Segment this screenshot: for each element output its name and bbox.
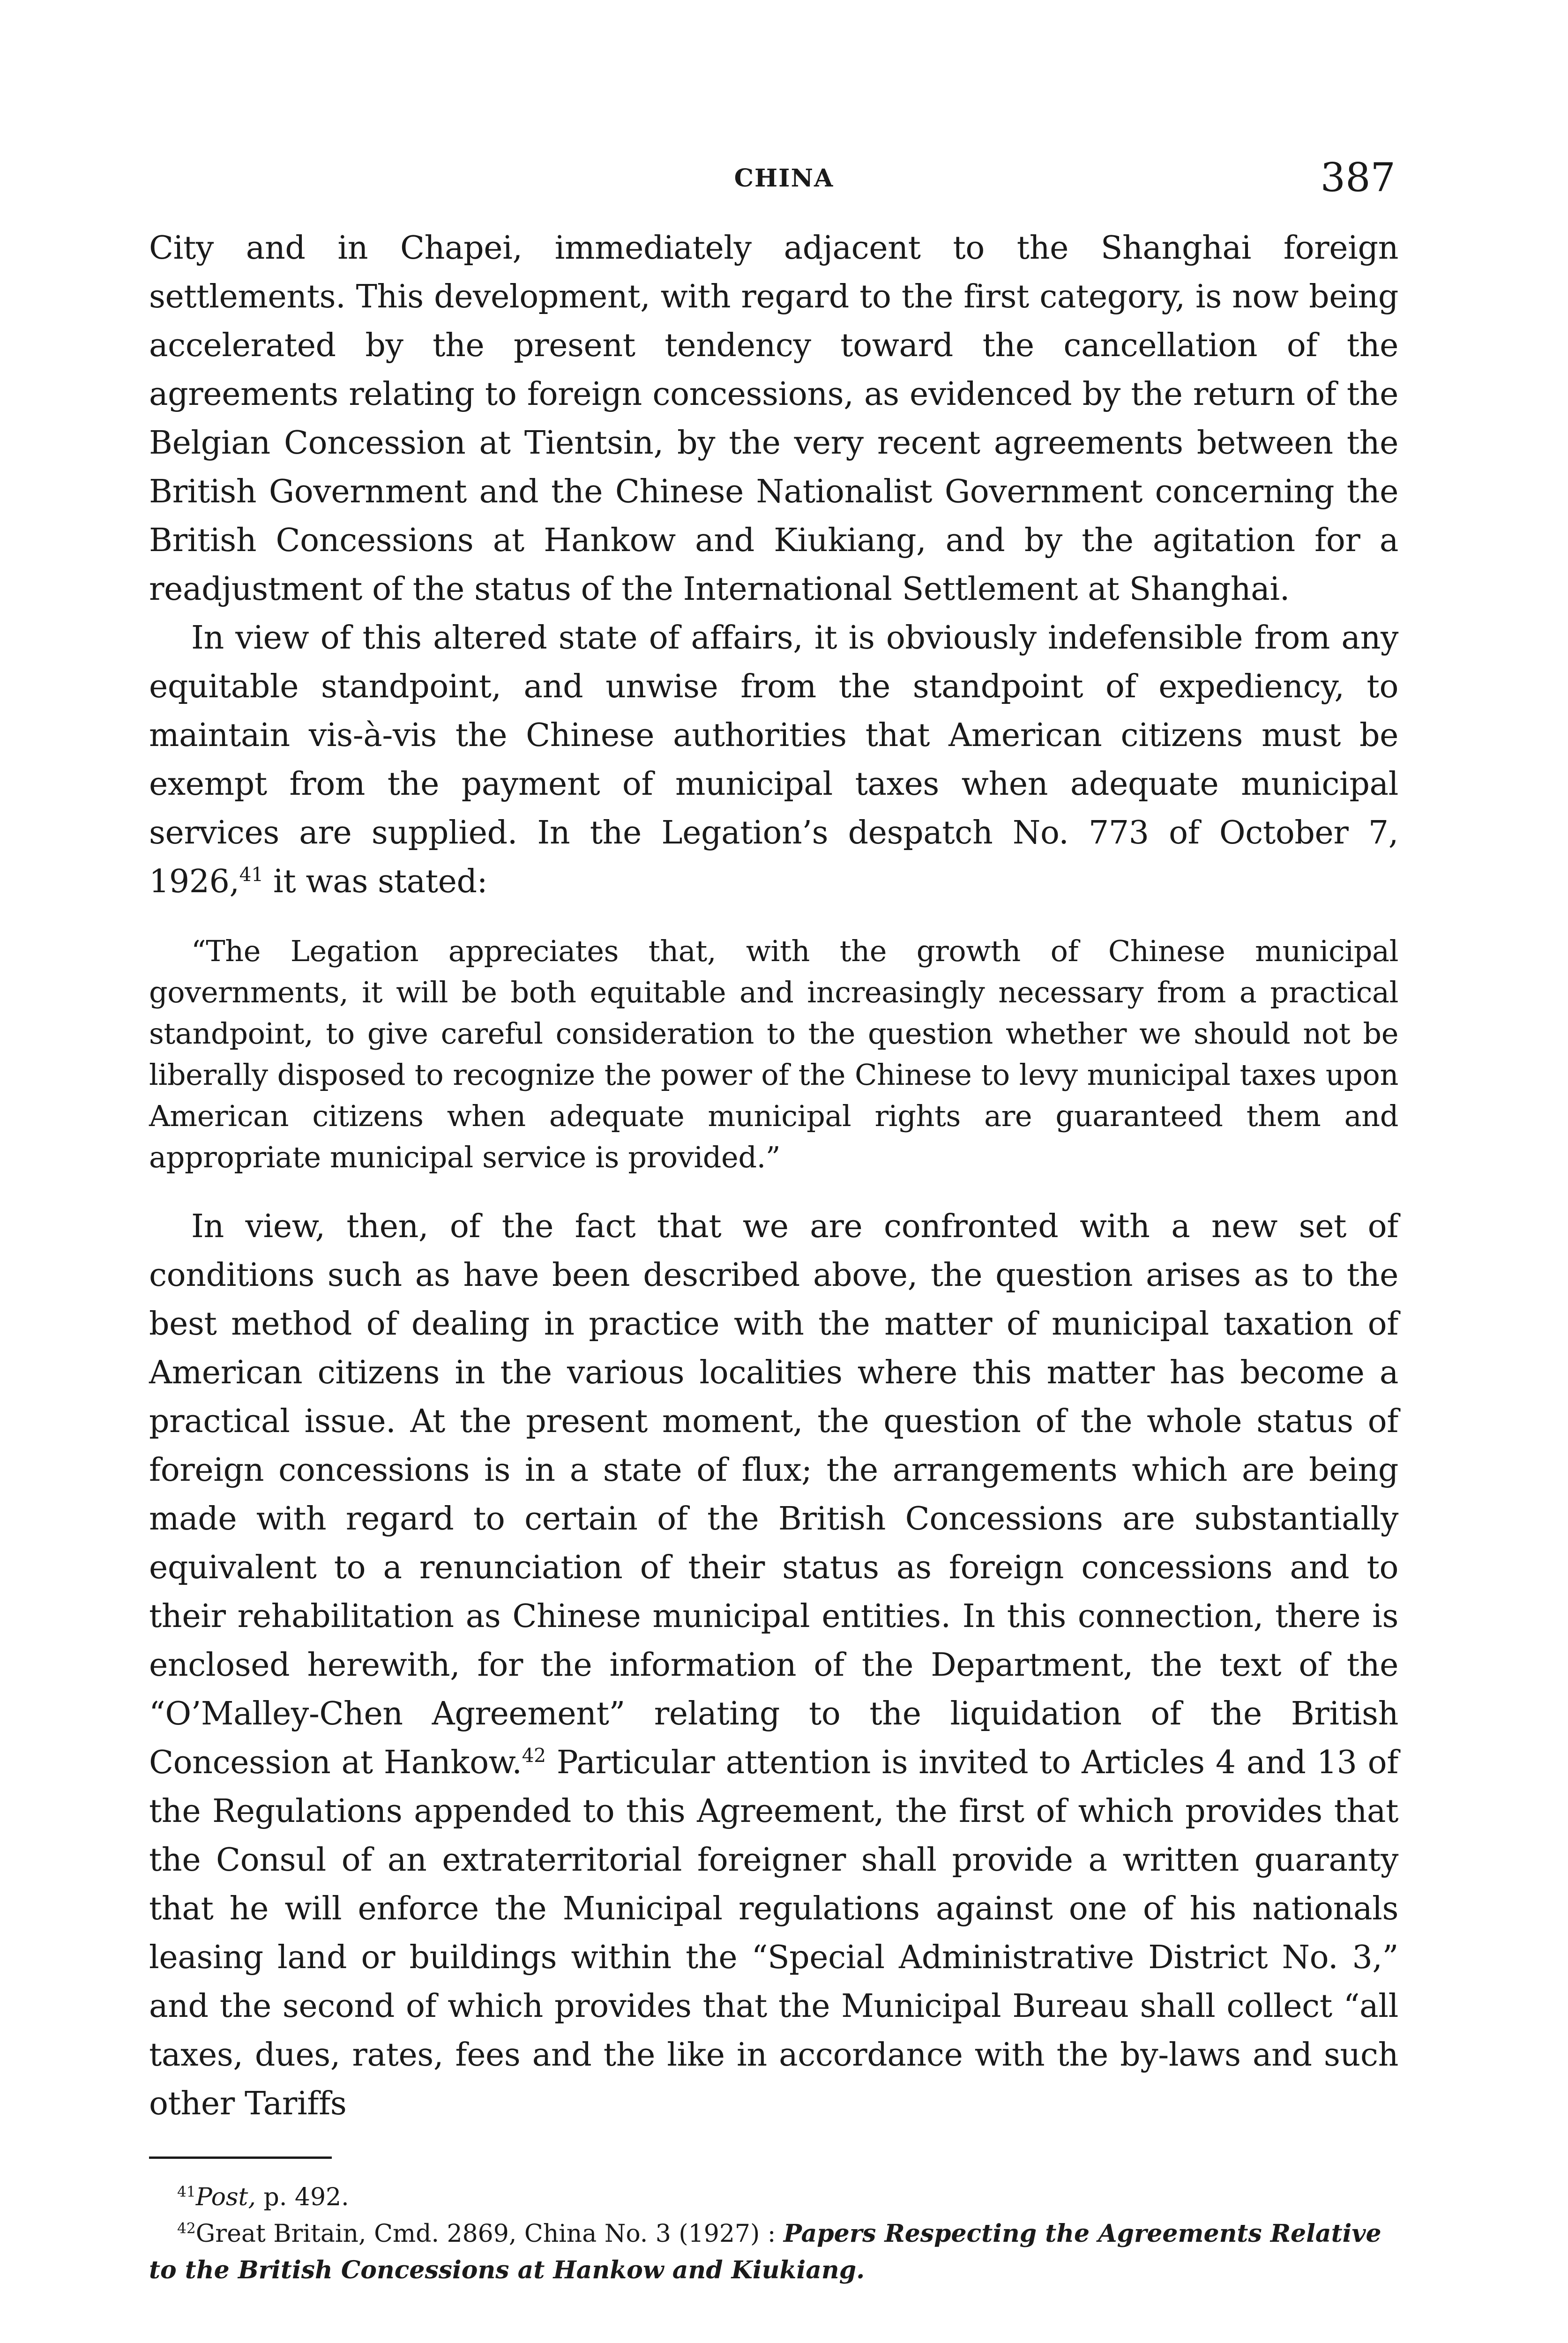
footnote-42-text: Great Britain, Cmd. 2869, China No. 3 (1927) : <box>195 2220 784 2248</box>
paragraph-1: City and in Chapei, immediately adjacent to the Shanghai foreign settlements. This development, with regard to the first category, is now being accelerated by the present tendency toward the cancellation of the agreements relating to foreign concessions, as evidenced by the return of the Belgian Concession at Tientsin, by the very recent agreements between the British Government and the Chinese Nationalist Government concerning the British Concessions at Hankow and Kiukiang, and by the agitation for a readjustment of the status of the International Settlement at Shanghai. <box>149 230 1398 608</box>
footnote-42-title: Papers Respecting the Agreements Relative to the British Concessions at Hankow and Kiukiang. <box>149 2219 1381 2284</box>
paragraph-2-tail: it was stated: <box>263 863 488 900</box>
paragraph-3-tail: Particular attention is invited to Articles 4 and 13 of the Regulations appended to this Agreement, the first of which provides that the Consul of an extraterritorial foreigner shall provide a written guaranty that he will enforce the Municipal regulations against one of his nationals leasing land or buildings within the “Special Administrative District No. 3,” and the second of which provides that the Municipal Bureau shall collect “all taxes, dues, rates, fees and the like in accordance with the by-laws and such other Tariffs <box>149 1744 1398 2122</box>
footnote-ref-42: 42 <box>522 1744 546 1767</box>
paragraph-3 <box>149 1202 1398 2128</box>
main-text <box>149 224 1398 2128</box>
footnote-42 <box>149 2216 1398 2289</box>
footnote-41-text: p. 492. <box>256 2183 349 2211</box>
footnote-divider <box>149 2156 332 2159</box>
running-head <box>0 155 1568 201</box>
paragraph-2 <box>149 614 1398 906</box>
paragraph-2-text: In view of this altered state of affairs, it is obviously indefensible from any equitable standpoint, and unwise from the standpoint of expediency, to maintain vis-à-vis the Chinese authorities that American citizens must be exempt from the payment of municipal taxes when adequate municipal services are supplied. In the Legation’s despatch No. 773 of October 7, 1926, <box>149 619 1398 900</box>
footnote-ref-41: 41 <box>239 863 263 886</box>
running-title: CHINA <box>734 164 834 193</box>
paragraph-3-text: In view, then, of the fact that we are confronted with a new set of conditions such as have been described above, the question arises as to the best method of dealing in practice with the matter of municipal taxation of American citizens in the various localities where this matter has become a practical issue. At the present moment, the question of the whole status of foreign concessions is in a state of flux; the arrangements which are being made with regard to certain of the British Concessions are substantially equivalent to a renunciation of their status as foreign concessions and to their rehabilitation as Chinese municipal entities. In this connection, there is enclosed herewith, for the information of the Department, the text of the “O’Malley-Chen Agreement” relating to the liquidation of the British Concession at Hankow. <box>149 1208 1398 1781</box>
block-quote: “The Legation appreciates that, with the growth of Chinese municipal governments, it will be both equitable and increasingly necessary from a practical standpoint, to give careful consideration to the question whether we should not be liberally disposed to recognize the power of the Chinese to levy municipal taxes upon American citizens when adequate municipal rights are guaranteed them and appropriate municipal service is provided.” <box>149 934 1398 1174</box>
page-number: 387 <box>1320 155 1396 201</box>
footnotes <box>149 2179 1398 2289</box>
footnote-42-mark: 42 <box>177 2220 196 2237</box>
footnote-41-mark: 41 <box>177 2183 196 2201</box>
footnote-41 <box>149 2179 1398 2216</box>
footnote-41-italic: Post, <box>195 2183 256 2211</box>
